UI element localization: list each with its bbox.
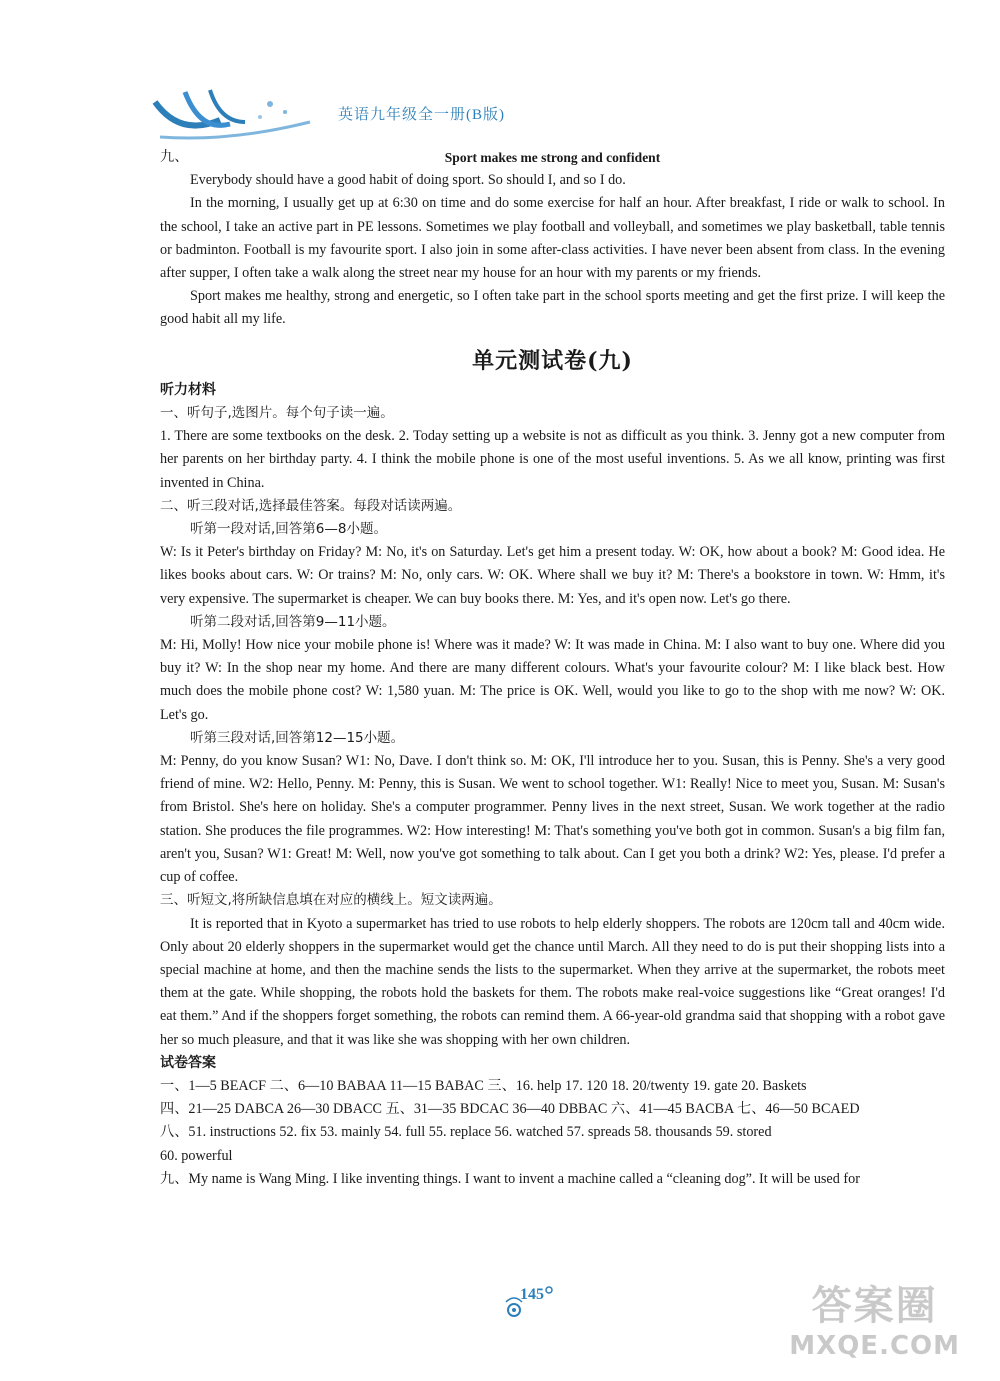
part3-text: It is reported that in Kyoto a supermarket has tried to use robots to help elderly shoppers. The robots are 120cm tall and 40cm wide. Only about 20 elderly shoppers in the supermarket would get the chance until March. All they need to do is put their shopping lists into a special machine at home, and then the machine sends the lists to the supermarket. When they arrive at the supermarket, the robots meet them at the gate. While shopping, the robots hold the baskets for them. The robots make real-voice suggestions like “Great oranges! I'd eat them.” And if the shoppers forget something, the robots can remind them. A 66-year-old grandma said that shopping with a robot gave her so much pleasure, and that it was like she was shopping with her own children.: [160, 915, 945, 1048]
dialog2-text: M: Hi, Molly! How nice your mobile phone is! Where was it made? W: It was made in China. M: I also want to buy one. Where did you buy it? W: In the shop near my home. And there are many different colours. What's your favourite colour? M: I like black best. How much does the mobile phone cost? W: 1,580 yuan. M: The price is OK. Well, would you like to go to the shop with me now? W: OK. Let's go.: [160, 637, 945, 723]
watermark-bottom: MXQE.COM: [789, 1331, 960, 1361]
dialog1-text: W: Is it Peter's birthday on Friday? M: No, it's on Saturday. Let's get him a present today. W: OK, how about a book? M: Good idea. He likes books about cars. W: Or trains? M: No, only cars. W: OK. Where shall we buy it? M: There's a bookstore in town. W: Hmm, it's very expensive. The supermarket is cheaper. We can buy books there. M: Yes, and it's open now. Let's go there.: [160, 544, 945, 607]
content: [160, 146, 945, 1191]
dialog3-text: M: Penny, do you know Susan? W1: No, Dave. I don't think so. M: OK, I'll introduce her to you. Susan, this is Penny. She's a very good friend of mine. W2: Hello, Penny. M: Penny, this is Susan. We went to school together. W1: Really! Nice to meet you, Susan. M: Susan's from Bristol. She's here on holiday. She's a computer programmer. Penny lives in the next street, Susan. We work together at the radio station. She produces the file programmes. W2: How interesting! M: That's something you've both got in common. Susan's a big film fan, aren't you, Susan? W1: Great! M: Well, now you've got something to talk about. Can I get you both a drink? W2: Yes, please. I'd prefer a cup of coffee.: [160, 753, 945, 886]
essay-paragraph: Everybody should have a good habit of doing sport. So should I, and so I do.: [190, 172, 626, 189]
part1-text: 1. There are some textbooks on the desk. 2. Today setting up a website is not as difficult as you think. 3. Jenny got a new computer from her parents on her birthday party. 4. I think the mobile phone is one of the most useful inventions. 5. As we all know, printing was first invented in China.: [160, 428, 945, 491]
page-number: 145: [520, 1286, 544, 1303]
header-logo-icon: [150, 82, 320, 152]
dialog2-heading: 听第二段对话,回答第9—11小题。: [190, 613, 396, 630]
dialog3-heading: 听第三段对话,回答第12—15小题。: [190, 729, 405, 746]
answer-line: 一、1—5 BEACF 二、6—10 BABAA 11—15 BABAC 三、16. help 17. 120 18. 20/twenty 19. gate 20. Baskets: [160, 1077, 807, 1094]
essay-paragraph: In the morning, I usually get up at 6:30 on time and do some exercise for half an hour. After breakfast, I ride or walk to school. In the school, I take an active part in PE lessons. Sometimes we play football and volleyball, and sometimes we play basketball, table tennis or badminton. Football is my favourite sport. I also join in some after-class activities. I have never been absent from class. In the evening after supper, I often take a walk along the street near my house for an hour with my parents or my friends.: [160, 195, 945, 282]
answer-line: 四、21—25 DABCA 26—30 DBACC 五、31—35 BDCAC 36—40 DBBAC 六、41—45 BACBA 七、46—50 BCAED: [160, 1101, 860, 1118]
answers-heading: 试卷答案: [160, 1054, 216, 1071]
watermark-top: 答案圈: [811, 1283, 938, 1329]
header-title: 英语九年级全一册(B版): [338, 107, 505, 123]
part2-heading: 二、听三段对话,选择最佳答案。每段对话读两遍。: [160, 497, 462, 514]
answer-line: 九、My name is Wang Ming. I like inventing things. I want to invent a machine called a “cleaning dog”. It will be used for: [160, 1170, 860, 1187]
part1-heading: 一、听句子,选图片。每个句子读一遍。: [160, 405, 394, 422]
essay-paragraph: Sport makes me healthy, strong and energetic, so I often take part in the school sports meeting and get the first prize. I will keep the good habit all my life.: [160, 288, 945, 328]
essay-title-row: [160, 146, 945, 169]
unit-test-title: 单元测试卷(九): [472, 347, 633, 374]
essay-number: 九、: [160, 149, 189, 165]
essay-title: Sport makes me strong and confident: [444, 150, 661, 165]
answer-line: 60. powerful: [160, 1147, 233, 1164]
listening-heading: 听力材料: [160, 381, 216, 398]
part3-heading: 三、听短文,将所缺信息填在对应的横线上。短文读两遍。: [160, 892, 502, 909]
watermark: [789, 1274, 960, 1361]
answer-line: 八、51. instructions 52. fix 53. mainly 54. full 55. replace 56. watched 57. spreads 58. thousands 59. stored: [160, 1124, 772, 1141]
dialog1-heading: 听第一段对话,回答第6—8小题。: [190, 521, 387, 538]
